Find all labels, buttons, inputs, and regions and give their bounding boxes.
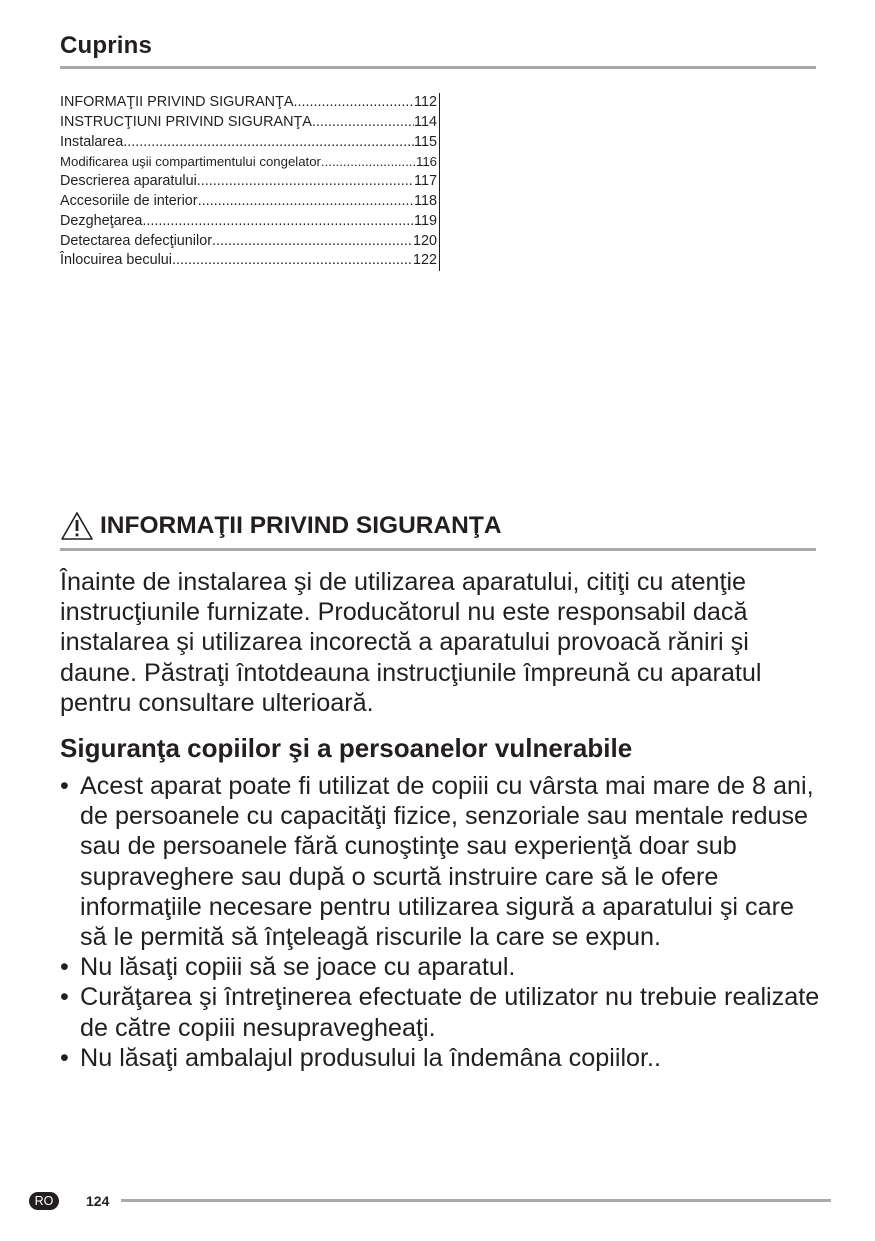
toc-entry[interactable]: Modificarea uşii compartimentului congelator ..... 116 bbox=[60, 152, 437, 172]
toc-entry[interactable]: Accesoriile de interior ..... 118 bbox=[60, 192, 437, 212]
footer-divider bbox=[121, 1199, 831, 1202]
toc-entry[interactable]: INFORMAŢII PRIVIND SIGURANŢA ..... 112 bbox=[60, 93, 437, 113]
intro-paragraph: Înainte de instalarea şi de utilizarea aparatului, citiţi cu atenţie instrucţiunile furnizate. Producătorul nu este responsabil dacă instalarea şi utilizarea incorectă a aparatului provoacă răniri şi daune. Păstraţi întotdeauna instrucţiunile împreună cu aparatul pentru consultare ulterioară. bbox=[60, 568, 762, 717]
page-title: Cuprins bbox=[60, 32, 153, 59]
toc-entry[interactable]: Detectarea defecţiunilor ..... 120 bbox=[60, 232, 437, 252]
subsection-heading: Siguranţa copiilor şi a persoanelor vulnerabile bbox=[60, 733, 633, 763]
section-heading bbox=[60, 511, 502, 541]
section-divider bbox=[60, 548, 816, 551]
title-divider bbox=[60, 66, 816, 69]
list-item: • Curăţarea şi întreţinerea efectuate de utilizator nu trebuie realizate de către copiii nesupravegheaţi. bbox=[60, 982, 820, 1042]
bullet-list bbox=[60, 771, 820, 1073]
list-item: • Acest aparat poate fi utilizat de copiii cu vârsta mai mare de 8 ani, de persoanele cu capacităţi fizice, senzoriale sau mentale reduse sau de persoanele fără cunoştinţe sau experienţă doar sub supraveghere sau după o scurtă instruire care să le ofere informaţiile necesare pentru utilizarea sigură a aparatului şi care să le permită să înţeleagă riscurile la care se expun. bbox=[60, 771, 820, 952]
toc-entry[interactable]: INSTRUCŢIUNI PRIVIND SIGURANŢA ..... 114 bbox=[60, 113, 437, 133]
table-of-contents bbox=[60, 93, 440, 271]
toc-entry[interactable]: Descrierea aparatului ..... 117 bbox=[60, 172, 437, 192]
toc-entry[interactable]: Dezgheţarea ..... 119 bbox=[60, 212, 437, 232]
list-item: • Nu lăsaţi ambalajul produsului la îndemâna copiilor.. bbox=[60, 1043, 820, 1073]
section-title: INFORMAŢII PRIVIND SIGURANŢA bbox=[100, 512, 502, 539]
language-badge: RO bbox=[29, 1192, 59, 1210]
toc-entry[interactable]: Înlocuirea becului ..... 122 bbox=[60, 251, 437, 271]
page-number: 124 bbox=[86, 1193, 110, 1209]
warning-triangle-icon bbox=[60, 511, 94, 541]
list-item: • Nu lăsaţi copiii să se joace cu aparatul. bbox=[60, 952, 820, 982]
toc-entry[interactable]: Instalarea ..... 115 bbox=[60, 133, 437, 153]
